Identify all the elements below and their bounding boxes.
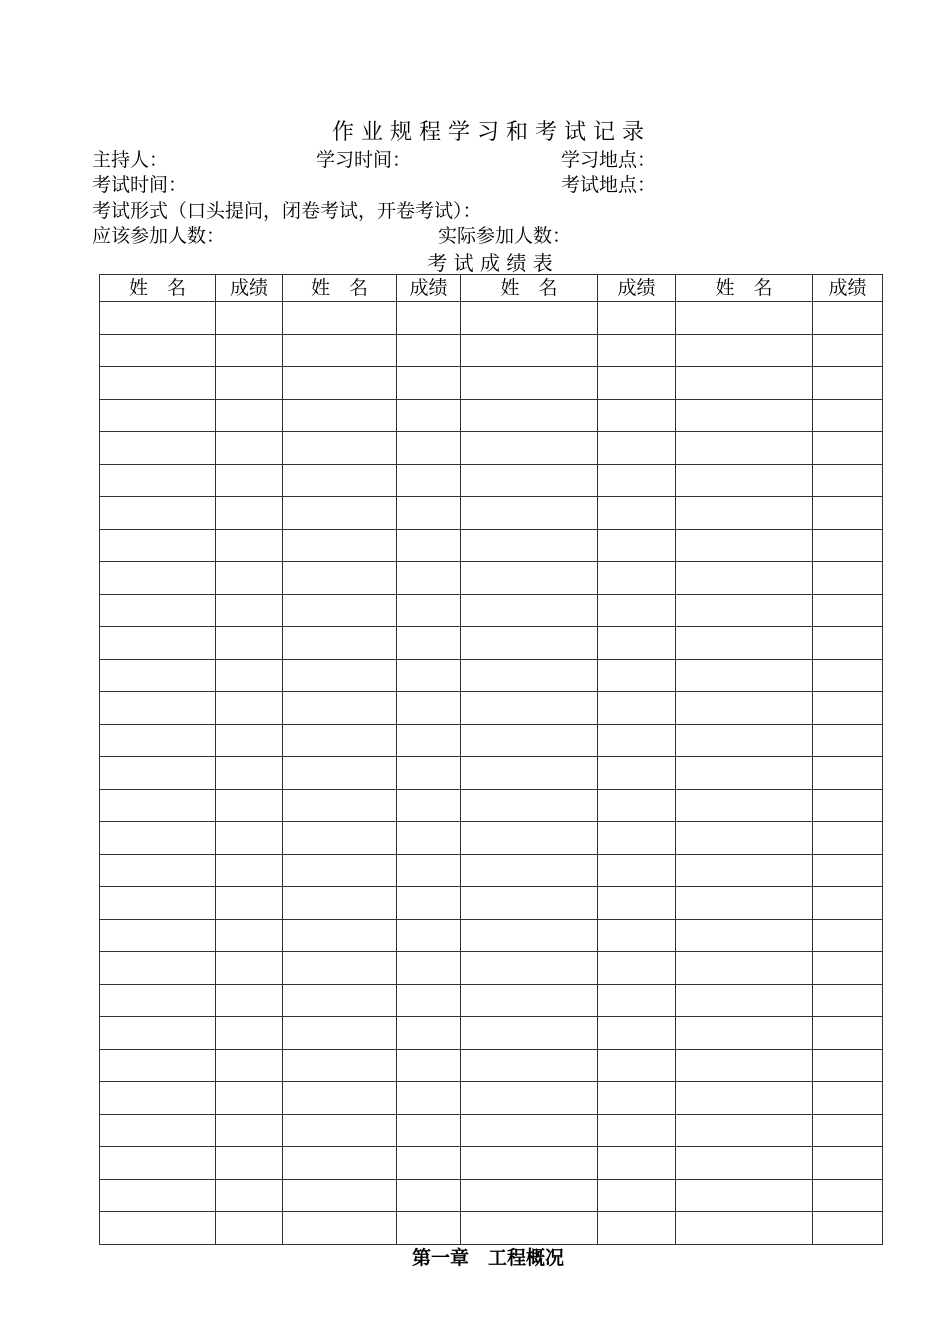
score-cell[interactable]	[598, 1017, 676, 1050]
table-row	[100, 692, 883, 725]
exam-form-label: 考试形式（口头提问，闭卷考试，开卷考试）：	[92, 200, 482, 222]
name-cell[interactable]	[100, 789, 216, 822]
score-cell[interactable]	[813, 464, 883, 497]
score-cell[interactable]	[216, 854, 283, 887]
table-row	[100, 919, 883, 952]
score-cell[interactable]	[598, 399, 676, 432]
score-cell[interactable]	[397, 887, 461, 920]
table-row	[100, 464, 883, 497]
score-cell[interactable]	[397, 659, 461, 692]
score-table-header-row	[100, 275, 883, 302]
name-cell[interactable]	[100, 757, 216, 790]
score-cell[interactable]	[598, 562, 676, 595]
score-cell[interactable]	[216, 334, 283, 367]
name-cell[interactable]	[283, 887, 397, 920]
score-cell[interactable]	[598, 302, 676, 335]
score-cell[interactable]	[216, 952, 283, 985]
name-cell[interactable]	[676, 529, 813, 562]
score-cell[interactable]	[216, 887, 283, 920]
score-cell[interactable]	[397, 497, 461, 530]
name-cell[interactable]	[283, 952, 397, 985]
score-cell[interactable]	[397, 464, 461, 497]
score-cell[interactable]	[397, 627, 461, 660]
exam-time-label: 考试时间：	[92, 174, 188, 196]
score-cell[interactable]	[813, 334, 883, 367]
table-row	[100, 1114, 883, 1147]
name-cell[interactable]	[283, 334, 397, 367]
table-row	[100, 1082, 883, 1115]
score-cell[interactable]	[813, 399, 883, 432]
score-cell[interactable]	[216, 562, 283, 595]
score-cell[interactable]	[813, 1049, 883, 1082]
score-cell[interactable]	[813, 594, 883, 627]
name-cell[interactable]	[461, 497, 598, 530]
name-cell[interactable]	[461, 1017, 598, 1050]
name-cell[interactable]	[283, 789, 397, 822]
name-cell[interactable]	[100, 822, 216, 855]
name-cell[interactable]	[461, 1082, 598, 1115]
study-time-label: 学习时间：	[316, 149, 412, 171]
score-cell[interactable]	[598, 692, 676, 725]
name-cell[interactable]	[676, 1017, 813, 1050]
table-row	[100, 594, 883, 627]
score-cell[interactable]	[397, 334, 461, 367]
header-score-2: 成绩	[397, 275, 461, 302]
name-cell[interactable]	[100, 919, 216, 952]
score-cell[interactable]	[813, 952, 883, 985]
name-cell[interactable]	[100, 952, 216, 985]
score-cell[interactable]	[397, 984, 461, 1017]
score-cell[interactable]	[216, 529, 283, 562]
name-cell[interactable]	[676, 562, 813, 595]
score-cell[interactable]	[598, 464, 676, 497]
score-cell[interactable]	[216, 789, 283, 822]
chapter-title: 第一章 工程概况	[411, 1247, 564, 1269]
score-cell[interactable]	[598, 854, 676, 887]
score-cell[interactable]	[216, 692, 283, 725]
score-cell[interactable]	[397, 692, 461, 725]
table-row	[100, 367, 883, 400]
table-row	[100, 1212, 883, 1245]
score-cell[interactable]	[813, 562, 883, 595]
score-cell[interactable]	[813, 919, 883, 952]
name-cell[interactable]	[100, 334, 216, 367]
score-cell[interactable]	[216, 1114, 283, 1147]
name-cell[interactable]	[676, 464, 813, 497]
score-cell[interactable]	[598, 757, 676, 790]
name-cell[interactable]	[283, 1017, 397, 1050]
name-cell[interactable]	[676, 919, 813, 952]
name-cell[interactable]	[676, 1082, 813, 1115]
name-cell[interactable]	[283, 1179, 397, 1212]
name-cell[interactable]	[100, 367, 216, 400]
score-cell[interactable]	[813, 724, 883, 757]
score-cell[interactable]	[216, 464, 283, 497]
name-cell[interactable]	[100, 984, 216, 1017]
header-name-4: 姓 名	[676, 275, 813, 302]
score-cell[interactable]	[216, 399, 283, 432]
score-cell[interactable]	[813, 984, 883, 1017]
name-cell[interactable]	[461, 1147, 598, 1180]
score-cell[interactable]	[216, 1179, 283, 1212]
score-cell[interactable]	[598, 1082, 676, 1115]
name-cell[interactable]	[100, 594, 216, 627]
score-cell[interactable]	[216, 627, 283, 660]
name-cell[interactable]	[676, 1179, 813, 1212]
table-row	[100, 399, 883, 432]
table-row	[100, 562, 883, 595]
name-cell[interactable]	[100, 854, 216, 887]
table-row	[100, 822, 883, 855]
name-cell[interactable]	[461, 432, 598, 465]
header-score-1: 成绩	[216, 275, 283, 302]
score-cell[interactable]	[397, 367, 461, 400]
name-cell[interactable]	[676, 952, 813, 985]
name-cell[interactable]	[100, 887, 216, 920]
table-row	[100, 432, 883, 465]
score-cell[interactable]	[598, 497, 676, 530]
score-cell[interactable]	[598, 952, 676, 985]
score-cell[interactable]	[598, 594, 676, 627]
score-cell[interactable]	[813, 302, 883, 335]
table-row	[100, 854, 883, 887]
score-cell[interactable]	[216, 659, 283, 692]
name-cell[interactable]	[461, 1114, 598, 1147]
score-cell[interactable]	[598, 984, 676, 1017]
name-cell[interactable]	[283, 757, 397, 790]
score-cell[interactable]	[813, 367, 883, 400]
score-cell[interactable]	[813, 432, 883, 465]
score-cell[interactable]	[598, 724, 676, 757]
name-cell[interactable]	[100, 497, 216, 530]
document-title: 作 业 规 程 学 习 和 考 试 记 录	[332, 120, 644, 145]
name-cell[interactable]	[461, 399, 598, 432]
table-row	[100, 1049, 883, 1082]
score-cell[interactable]	[216, 432, 283, 465]
name-cell[interactable]	[676, 1212, 813, 1245]
name-cell[interactable]	[676, 757, 813, 790]
name-cell[interactable]	[100, 692, 216, 725]
name-cell[interactable]	[461, 724, 598, 757]
score-cell[interactable]	[397, 789, 461, 822]
table-row	[100, 1179, 883, 1212]
name-cell[interactable]	[676, 724, 813, 757]
name-cell[interactable]	[676, 594, 813, 627]
name-cell[interactable]	[283, 432, 397, 465]
score-cell[interactable]	[813, 757, 883, 790]
name-cell[interactable]	[100, 399, 216, 432]
score-cell[interactable]	[397, 399, 461, 432]
score-cell[interactable]	[813, 1082, 883, 1115]
score-cell[interactable]	[397, 1017, 461, 1050]
name-cell[interactable]	[461, 789, 598, 822]
name-cell[interactable]	[283, 1049, 397, 1082]
score-cell[interactable]	[397, 919, 461, 952]
name-cell[interactable]	[283, 984, 397, 1017]
score-cell[interactable]	[598, 887, 676, 920]
name-cell[interactable]	[100, 464, 216, 497]
name-cell[interactable]	[461, 952, 598, 985]
name-cell[interactable]	[676, 432, 813, 465]
name-cell[interactable]	[100, 1049, 216, 1082]
name-cell[interactable]	[283, 562, 397, 595]
name-cell[interactable]	[283, 659, 397, 692]
score-cell[interactable]	[598, 1212, 676, 1245]
score-cell[interactable]	[813, 627, 883, 660]
score-cell[interactable]	[813, 529, 883, 562]
score-cell[interactable]	[813, 822, 883, 855]
name-cell[interactable]	[676, 887, 813, 920]
name-cell[interactable]	[676, 334, 813, 367]
score-cell[interactable]	[397, 757, 461, 790]
score-cell[interactable]	[397, 1179, 461, 1212]
score-cell[interactable]	[397, 1147, 461, 1180]
name-cell[interactable]	[676, 1147, 813, 1180]
name-cell[interactable]	[283, 497, 397, 530]
score-cell[interactable]	[216, 1147, 283, 1180]
name-cell[interactable]	[100, 659, 216, 692]
name-cell[interactable]	[100, 562, 216, 595]
score-cell[interactable]	[397, 854, 461, 887]
name-cell[interactable]	[283, 302, 397, 335]
name-cell[interactable]	[461, 854, 598, 887]
study-place-label: 学习地点：	[561, 149, 657, 171]
score-cell[interactable]	[598, 1147, 676, 1180]
table-row	[100, 789, 883, 822]
name-cell[interactable]	[283, 724, 397, 757]
header-score-4: 成绩	[813, 275, 883, 302]
score-cell[interactable]	[598, 659, 676, 692]
header-name-3: 姓 名	[461, 275, 598, 302]
score-cell[interactable]	[397, 594, 461, 627]
table-row	[100, 1147, 883, 1180]
score-cell[interactable]	[216, 497, 283, 530]
host-label: 主持人：	[92, 149, 169, 171]
name-cell[interactable]	[100, 302, 216, 335]
score-cell[interactable]	[216, 594, 283, 627]
name-cell[interactable]	[676, 302, 813, 335]
score-cell[interactable]	[598, 529, 676, 562]
exam-place-label: 考试地点：	[561, 174, 657, 196]
score-cell[interactable]	[397, 1082, 461, 1115]
score-cell[interactable]	[216, 1017, 283, 1050]
name-cell[interactable]	[100, 1017, 216, 1050]
name-cell[interactable]	[100, 1114, 216, 1147]
table-row	[100, 887, 883, 920]
name-cell[interactable]	[283, 399, 397, 432]
table-row	[100, 984, 883, 1017]
name-cell[interactable]	[100, 1212, 216, 1245]
score-cell[interactable]	[397, 1212, 461, 1245]
score-cell[interactable]	[598, 334, 676, 367]
table-row	[100, 302, 883, 335]
score-cell[interactable]	[216, 724, 283, 757]
name-cell[interactable]	[283, 854, 397, 887]
name-cell[interactable]	[676, 497, 813, 530]
name-cell[interactable]	[461, 627, 598, 660]
header-score-3: 成绩	[598, 275, 676, 302]
name-cell[interactable]	[283, 464, 397, 497]
score-cell[interactable]	[598, 367, 676, 400]
name-cell[interactable]	[461, 1179, 598, 1212]
name-cell[interactable]	[676, 627, 813, 660]
name-cell[interactable]	[676, 1114, 813, 1147]
name-cell[interactable]	[461, 1212, 598, 1245]
score-cell[interactable]	[397, 822, 461, 855]
score-cell[interactable]	[216, 984, 283, 1017]
name-cell[interactable]	[100, 529, 216, 562]
name-cell[interactable]	[676, 692, 813, 725]
name-cell[interactable]	[461, 594, 598, 627]
score-cell[interactable]	[813, 1147, 883, 1180]
score-cell[interactable]	[216, 1212, 283, 1245]
score-cell[interactable]	[397, 1114, 461, 1147]
name-cell[interactable]	[461, 302, 598, 335]
table-row	[100, 659, 883, 692]
name-cell[interactable]	[461, 334, 598, 367]
score-cell[interactable]	[598, 432, 676, 465]
name-cell[interactable]	[461, 562, 598, 595]
score-cell[interactable]	[397, 724, 461, 757]
score-cell[interactable]	[813, 692, 883, 725]
name-cell[interactable]	[100, 627, 216, 660]
name-cell[interactable]	[461, 529, 598, 562]
score-cell[interactable]	[813, 1179, 883, 1212]
table-row	[100, 334, 883, 367]
name-cell[interactable]	[461, 367, 598, 400]
score-cell[interactable]	[216, 1049, 283, 1082]
name-cell[interactable]	[283, 594, 397, 627]
score-cell[interactable]	[598, 919, 676, 952]
score-cell[interactable]	[598, 1114, 676, 1147]
score-cell[interactable]	[598, 1049, 676, 1082]
name-cell[interactable]	[283, 529, 397, 562]
name-cell[interactable]	[676, 984, 813, 1017]
table-row	[100, 724, 883, 757]
score-cell[interactable]	[813, 1114, 883, 1147]
score-cell[interactable]	[216, 757, 283, 790]
name-cell[interactable]	[461, 919, 598, 952]
name-cell[interactable]	[461, 464, 598, 497]
table-row	[100, 757, 883, 790]
score-cell[interactable]	[397, 562, 461, 595]
score-cell[interactable]	[813, 789, 883, 822]
score-cell[interactable]	[397, 529, 461, 562]
name-cell[interactable]	[676, 854, 813, 887]
score-cell[interactable]	[397, 302, 461, 335]
name-cell[interactable]	[461, 692, 598, 725]
score-cell[interactable]	[598, 789, 676, 822]
score-cell[interactable]	[397, 952, 461, 985]
expected-count-label: 应该参加人数：	[92, 225, 226, 247]
score-cell[interactable]	[216, 822, 283, 855]
table-row	[100, 627, 883, 660]
table-row	[100, 952, 883, 985]
score-cell[interactable]	[813, 887, 883, 920]
table-row	[100, 1017, 883, 1050]
name-cell[interactable]	[100, 1082, 216, 1115]
score-cell[interactable]	[813, 497, 883, 530]
header-name-1: 姓 名	[100, 275, 216, 302]
name-cell[interactable]	[283, 1082, 397, 1115]
name-cell[interactable]	[100, 1147, 216, 1180]
score-cell[interactable]	[216, 919, 283, 952]
name-cell[interactable]	[283, 1114, 397, 1147]
name-cell[interactable]	[283, 1212, 397, 1245]
name-cell[interactable]	[100, 432, 216, 465]
score-cell[interactable]	[598, 822, 676, 855]
name-cell[interactable]	[283, 627, 397, 660]
header-name-2: 姓 名	[283, 275, 397, 302]
score-cell[interactable]	[397, 1049, 461, 1082]
name-cell[interactable]	[676, 789, 813, 822]
score-cell[interactable]	[813, 854, 883, 887]
name-cell[interactable]	[676, 659, 813, 692]
score-table-title: 考 试 成 绩 表	[427, 251, 553, 275]
name-cell[interactable]	[283, 367, 397, 400]
name-cell[interactable]	[461, 757, 598, 790]
score-table-body	[100, 302, 883, 1245]
table-row	[100, 497, 883, 530]
score-cell[interactable]	[813, 1017, 883, 1050]
name-cell[interactable]	[676, 399, 813, 432]
name-cell[interactable]	[461, 984, 598, 1017]
actual-count-label: 实际参加人数：	[438, 225, 572, 247]
name-cell[interactable]	[676, 822, 813, 855]
name-cell[interactable]	[461, 1049, 598, 1082]
score-table	[99, 274, 883, 1245]
name-cell[interactable]	[461, 659, 598, 692]
name-cell[interactable]	[461, 887, 598, 920]
name-cell[interactable]	[100, 1179, 216, 1212]
name-cell[interactable]	[283, 919, 397, 952]
name-cell[interactable]	[283, 692, 397, 725]
score-cell[interactable]	[813, 1212, 883, 1245]
name-cell[interactable]	[461, 822, 598, 855]
score-cell[interactable]	[216, 1082, 283, 1115]
score-cell[interactable]	[813, 659, 883, 692]
score-cell[interactable]	[216, 367, 283, 400]
name-cell[interactable]	[676, 1049, 813, 1082]
name-cell[interactable]	[283, 1147, 397, 1180]
score-cell[interactable]	[598, 627, 676, 660]
score-cell[interactable]	[216, 302, 283, 335]
table-row	[100, 529, 883, 562]
score-cell[interactable]	[598, 1179, 676, 1212]
score-cell[interactable]	[397, 432, 461, 465]
name-cell[interactable]	[676, 367, 813, 400]
name-cell[interactable]	[283, 822, 397, 855]
name-cell[interactable]	[100, 724, 216, 757]
